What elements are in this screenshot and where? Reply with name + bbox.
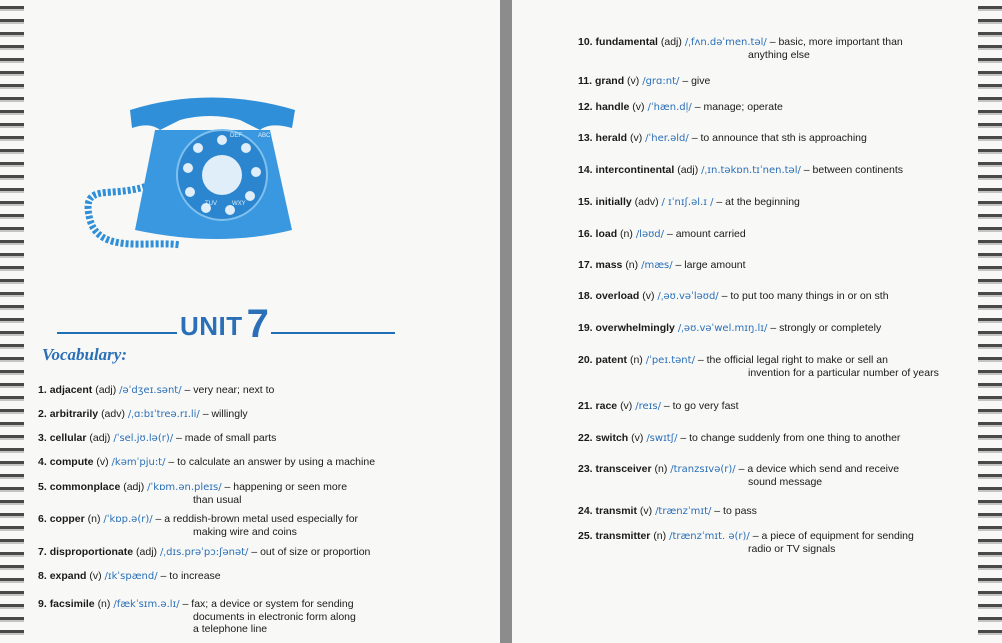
vocabulary-heading: Vocabulary: [42, 345, 127, 364]
entry-word: race [595, 400, 618, 412]
entry-part-of-speech: (v) [89, 570, 102, 582]
vocab-entry [578, 463, 899, 488]
entry-definition: – at the beginning [716, 196, 800, 208]
spiral-binding-right [978, 0, 1002, 643]
entry-word: load [595, 228, 618, 240]
entry-pronunciation: /ˈhæn.dl̩/ [647, 102, 692, 113]
entry-part-of-speech: (n) [654, 463, 668, 475]
entry-word: transceiver [595, 463, 652, 475]
entry-definition: – made of small parts [176, 432, 277, 444]
entry-pronunciation: /əˈdʒeɪ.sənt/ [119, 385, 182, 396]
entry-word: commonplace [49, 481, 121, 493]
entry-part-of-speech: (adj) [89, 432, 111, 444]
entry-definition: – the official legal right to make or sell an [697, 354, 888, 366]
entry-definition: – out of size or proportion [251, 546, 371, 558]
entry-definition: – strongly or completely [770, 322, 882, 334]
entry-pronunciation: /mæs/ [641, 260, 673, 271]
entry-number: 2. [38, 408, 47, 420]
entry-definition: – a reddish-brown metal used especially for [155, 513, 359, 525]
entry-definition-continued: than usual [193, 494, 242, 506]
entry-part-of-speech: (n) [97, 598, 111, 610]
entry-definition: – to calculate an answer by using a machine [168, 456, 376, 468]
entry-word: mass [595, 259, 623, 271]
entry-definition-continued: sound message [748, 476, 823, 488]
entry-part-of-speech: (adj) [136, 546, 158, 558]
vocab-entry [578, 259, 746, 272]
entry-pronunciation: /fækˈsɪm.ə.lɪ/ [113, 599, 180, 610]
entry-number: 1. [38, 384, 47, 396]
entry-definition: – to pass [714, 505, 757, 517]
unit-number: 7 [246, 302, 270, 346]
telephone-image [70, 90, 300, 260]
entry-word: facsimile [49, 598, 95, 610]
entry-word: adjacent [49, 384, 93, 396]
entry-part-of-speech: (v) [632, 101, 645, 113]
dial-letters-abc: ABC [258, 133, 271, 139]
entry-definition: – to put too many things in or on sth [721, 290, 889, 302]
right-page [512, 0, 1002, 643]
entry-definition: – to announce that sth is approaching [691, 132, 867, 144]
entry-word: copper [49, 513, 85, 525]
vocab-entry [578, 290, 889, 303]
entry-word: initially [595, 196, 632, 208]
entry-pronunciation: /trænzˈmɪt/ [655, 506, 712, 517]
vocab-entry [578, 196, 800, 209]
entry-definition: – to increase [160, 570, 221, 582]
entry-pronunciation: /ˌɑ:bɪˈtreə.rɪ.li/ [127, 409, 200, 420]
entry-part-of-speech: (v) [631, 432, 644, 444]
entry-part-of-speech: (adj) [95, 384, 117, 396]
entry-pronunciation: /reɪs/ [635, 401, 661, 412]
entry-word: fundamental [595, 36, 658, 48]
entry-word: transmitter [595, 530, 651, 542]
entry-pronunciation: /ˈher.əld/ [645, 133, 689, 144]
entry-word: cellular [49, 432, 87, 444]
entry-number: 14. [578, 164, 593, 176]
entry-word: arbitrarily [49, 408, 99, 420]
entry-part-of-speech: (n) [625, 259, 639, 271]
entry-definition-continued: a telephone line [193, 623, 268, 635]
entry-pronunciation: /ləʊd/ [635, 229, 665, 240]
vocab-entry [578, 400, 739, 413]
entry-part-of-speech: (v) [96, 456, 109, 468]
entry-number: 9. [38, 598, 47, 610]
entry-number: 22. [578, 432, 593, 444]
dial-letters-def: DEF [230, 133, 242, 139]
entry-definition: – amount carried [666, 228, 746, 240]
entry-number: 25. [578, 530, 593, 542]
entry-number: 3. [38, 432, 47, 444]
entry-pronunciation: /ˌfʌn.dəˈmen.təl/ [684, 37, 767, 48]
entry-pronunciation: /ˌɪn.təkɒn.tɪˈnen.təl/ [701, 165, 801, 176]
entry-part-of-speech: (v) [639, 505, 653, 517]
entry-pronunciation: /ˌdɪs.prəˈpɔ:ʃənət/ [159, 547, 249, 558]
vocab-entry [578, 101, 783, 114]
entry-number: 4. [38, 456, 47, 468]
entry-number: 6. [38, 513, 47, 525]
entry-number: 19. [578, 322, 593, 334]
entry-number: 10. [578, 36, 593, 48]
entry-definition-continued: making wire and coins [193, 526, 297, 538]
vocab-entry [38, 481, 347, 506]
entry-word: overwhelmingly [595, 322, 675, 334]
entry-part-of-speech: (adj) [123, 481, 145, 493]
phone-handset [130, 98, 295, 131]
entry-pronunciation: /swɪtʃ/ [646, 433, 678, 444]
entry-part-of-speech: (n) [620, 228, 633, 240]
vocab-entry [578, 228, 746, 241]
vocab-entry [38, 432, 276, 445]
entry-number: 21. [578, 400, 593, 412]
entry-word: herald [595, 132, 628, 144]
entry-pronunciation: /ˈpeɪ.tənt/ [645, 355, 695, 366]
phone-dial-center [202, 155, 242, 195]
vocab-entry [38, 598, 356, 635]
entry-definition: – fax; a device or system for sending [182, 598, 354, 610]
entry-definition-continued: radio or TV signals [748, 543, 836, 555]
vocab-entry [578, 505, 757, 518]
entry-number: 16. [578, 228, 593, 240]
entry-pronunciation: /ˌəʊ.vəˈwel.mɪŋ.lɪ/ [677, 323, 768, 334]
vocab-entry [38, 456, 375, 469]
entry-word: switch [595, 432, 629, 444]
entry-pronunciation: /grɑ:nt/ [642, 76, 680, 87]
entry-pronunciation: /ɪkˈspænd/ [104, 571, 158, 582]
entry-part-of-speech: (v) [629, 132, 643, 144]
entry-pronunciation: /ˌəʊ.vəˈləʊd/ [657, 291, 719, 302]
vocab-entry [578, 432, 900, 445]
entry-part-of-speech: (adv) [101, 408, 125, 420]
entry-word: handle [595, 101, 630, 113]
entry-number: 24. [578, 505, 593, 517]
entry-part-of-speech: (v) [627, 75, 640, 87]
entry-word: transmit [595, 505, 637, 517]
entry-part-of-speech: (n) [629, 354, 643, 366]
entry-definition: – to go very fast [663, 400, 739, 412]
entry-number: 7. [38, 546, 47, 558]
entry-word: patent [595, 354, 628, 366]
entry-part-of-speech: (adj) [660, 36, 682, 48]
entry-definition: – to change suddenly from one thing to another [680, 432, 901, 444]
vocab-entry [578, 530, 914, 555]
left-page [0, 0, 500, 643]
entry-number: 20. [578, 354, 593, 366]
entry-definition: – between continents [803, 164, 904, 176]
entry-pronunciation: /kəmˈpju:t/ [111, 457, 166, 468]
entry-definition: – give [682, 75, 711, 87]
dial-letters-tuv: TUV [205, 201, 217, 207]
entry-number: 17. [578, 259, 593, 271]
vocab-entry [578, 164, 903, 177]
entry-word: intercontinental [595, 164, 675, 176]
entry-number: 11. [578, 75, 593, 87]
entry-number: 13. [578, 132, 593, 144]
vocab-entry [578, 322, 881, 335]
unit-underline-left [57, 332, 177, 334]
vocab-entry [38, 408, 248, 421]
entry-pronunciation: /ˈkɒm.ən.pleɪs/ [147, 482, 222, 493]
entry-word: grand [594, 75, 625, 87]
entry-definition-continued: documents in electronic form along [193, 611, 356, 623]
entry-number: 15. [578, 196, 593, 208]
entry-word: disproportionate [49, 546, 134, 558]
entry-part-of-speech: (v) [642, 290, 655, 302]
entry-definition: – a device which send and receive [738, 463, 900, 475]
entry-part-of-speech: (v) [620, 400, 633, 412]
entry-definition: – willingly [202, 408, 248, 420]
entry-word: compute [49, 456, 94, 468]
vocab-entry [38, 546, 370, 559]
unit-underline-right [271, 332, 395, 334]
entry-pronunciation: /ˈsel.jʊ.lə(r)/ [113, 433, 174, 444]
entry-part-of-speech: (adv) [634, 196, 659, 208]
vocab-entry [578, 75, 710, 88]
entry-pronunciation: / ɪˈnɪʃ.əl.ɪ / [661, 197, 714, 208]
vocab-entry [38, 570, 221, 583]
entry-definition: – manage; operate [694, 101, 783, 113]
entry-part-of-speech: (adj) [677, 164, 699, 176]
vocab-entry [578, 354, 939, 379]
entry-number: 12. [578, 101, 593, 113]
vocab-entry [38, 513, 358, 538]
entry-pronunciation: /tranzsɪvə(r)/ [670, 464, 736, 475]
entry-definition: – large amount [675, 259, 746, 271]
entry-number: 5. [38, 481, 47, 493]
vocab-entry [578, 36, 903, 61]
entry-definition: – very near; next to [184, 384, 275, 396]
entry-pronunciation: /trænzˈmɪt. ə(r)/ [669, 531, 750, 542]
unit-label: UNIT [180, 311, 243, 341]
entry-pronunciation: /ˈkɒp.ə(r)/ [103, 514, 153, 525]
entry-definition: – a piece of equipment for sending [752, 530, 914, 542]
vocab-entry [38, 384, 274, 397]
entry-part-of-speech: (n) [87, 513, 101, 525]
entry-definition-continued: anything else [748, 49, 810, 61]
unit-title [180, 300, 269, 345]
entry-number: 8. [38, 570, 47, 582]
dial-letters-wxy: WXY [232, 201, 246, 207]
entry-definition: – basic, more important than [769, 36, 903, 48]
entry-part-of-speech: (n) [653, 530, 667, 542]
entry-definition-continued: invention for a particular number of years [748, 367, 939, 379]
entry-number: 18. [578, 290, 593, 302]
entry-number: 23. [578, 463, 593, 475]
entry-definition: – happening or seen more [224, 481, 348, 493]
vocab-entry [578, 132, 867, 145]
entry-word: expand [49, 570, 87, 582]
entry-word: overload [595, 290, 640, 302]
spiral-binding-left [0, 0, 24, 643]
